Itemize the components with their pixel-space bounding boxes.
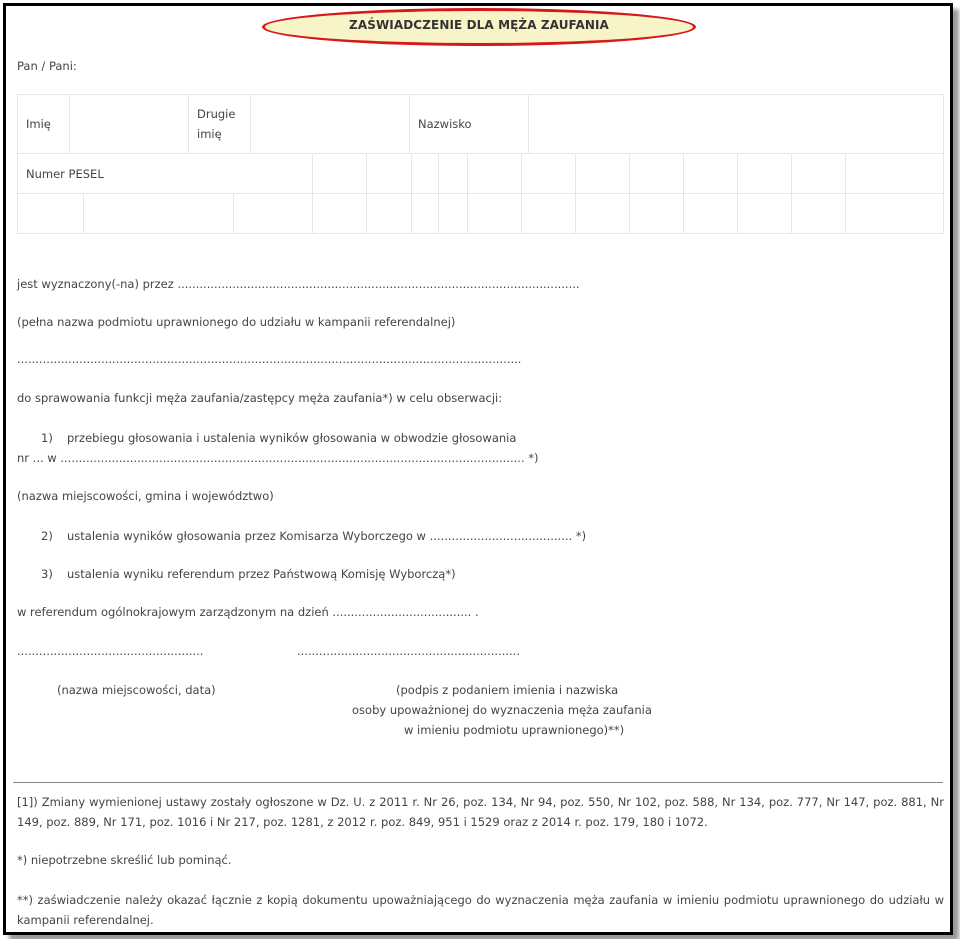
pesel-digit-7[interactable]	[576, 154, 630, 194]
item-1-continuation: nr ... w ............................................................................................................................... *)	[17, 451, 539, 465]
pesel-digit-9[interactable]	[684, 154, 738, 194]
second-name-label-line1: Drugie	[197, 107, 236, 121]
footnote-star: *) niepotrzebne skreślić lub pominąć.	[17, 853, 232, 867]
item-3-number: 3)	[41, 567, 53, 581]
signature-dotted-line: .............................................................	[297, 644, 520, 658]
empty-cell	[576, 194, 630, 234]
pan-pani-label: Pan / Pani:	[17, 59, 77, 73]
empty-cell	[522, 194, 576, 234]
function-line: do sprawowania funkcji męża zaufania/zastępcy męża zaufania*) w celu obserwacji:	[17, 391, 503, 405]
place-date-caption: (nazwa miejscowości, data)	[57, 683, 216, 697]
pesel-extra-cell[interactable]	[846, 154, 944, 194]
item-2-number: 2)	[41, 529, 53, 543]
empty-cell	[83, 194, 234, 234]
footnote-double-star: **) zaświadczenie należy okazać łącznie z kopią dokumentu upoważniającego do wyznaczenia męża zaufania w imieniu podmiotu uprawnionego do udziału w kampanii referendalnej.	[17, 893, 944, 927]
empty-cell	[313, 194, 367, 234]
signature-caption-line3: w imieniu podmiotu uprawnionego)**)	[404, 723, 625, 737]
signature-caption-line1: (podpis z podaniem imienia i nazwiska	[396, 683, 619, 697]
pesel-digit-3[interactable]	[412, 154, 439, 194]
item-1-text: przebiegu głosowania i ustalenia wyników głosowania w obwodzie głosowania	[67, 431, 517, 445]
first-name-field[interactable]	[70, 95, 189, 154]
entity-name-caption: (pełna nazwa podmiotu uprawnionego do udziału w kampanii referendalnej)	[17, 315, 456, 329]
item-1-number: 1)	[41, 431, 53, 445]
empty-cell	[738, 194, 792, 234]
footnote-1: [1]) Zmiany wymienionej ustawy zostały ogłoszone w Dz. U. z 2011 r. Nr 26, poz. 134, Nr 94, poz. 550, Nr 102, poz. 588, Nr 134, poz. 777, Nr 147, poz. 881, Nr 149, poz. 889, Nr 171, poz. 1016 i Nr 217, poz. 1281, z 2012 r. poz. 849, 951 i 1529 oraz z 2014 r. poz. 179, 180 i 1072.	[17, 795, 944, 829]
item-2-text: ustalenia wyników głosowania przez Komisarza Wyborczego w ....................................... *)	[67, 529, 587, 543]
second-name-label-line2: imię	[197, 127, 222, 141]
pesel-label: Numer PESEL	[18, 154, 313, 194]
pesel-digit-6[interactable]	[522, 154, 576, 194]
empty-cell	[234, 194, 313, 234]
appointed-by-line: jest wyznaczony(-na) przez ..............................................................................................................	[17, 277, 580, 291]
empty-cell	[468, 194, 522, 234]
title-highlight	[262, 8, 696, 46]
pesel-digit-4[interactable]	[439, 154, 468, 194]
first-name-label: Imię	[18, 95, 70, 154]
pesel-digit-8[interactable]	[630, 154, 684, 194]
signature-caption-line2: osoby upoważnionej do wyznaczenia męża zaufania	[352, 703, 652, 717]
document-title: ZAŚWIADCZENIE DLA MĘŻA ZAUFANIA	[349, 18, 609, 32]
empty-cell	[367, 194, 412, 234]
entity-name-dotted-line: ..........................................................................................................................................	[17, 352, 522, 366]
empty-cell	[439, 194, 468, 234]
item-3-text: ustalenia wyniku referendum przez Państwową Komisję Wyborczą*)	[67, 567, 456, 581]
referendum-date-line: w referendum ogólnokrajowym zarządzonym na dzień ...................................... .	[17, 605, 479, 619]
name-table	[17, 94, 944, 154]
locality-caption: (nazwa miejscowości, gmina i województwo)	[17, 489, 274, 503]
surname-field[interactable]	[529, 95, 944, 154]
pesel-digit-1[interactable]	[313, 154, 367, 194]
empty-cell	[846, 194, 944, 234]
empty-cell	[18, 194, 84, 234]
empty-cell	[684, 194, 738, 234]
empty-cell	[792, 194, 846, 234]
pesel-digit-11[interactable]	[792, 154, 846, 194]
empty-cell	[630, 194, 684, 234]
second-name-field[interactable]	[251, 95, 410, 154]
footnote-divider	[13, 782, 943, 783]
pesel-digit-2[interactable]	[367, 154, 412, 194]
pesel-table	[17, 153, 944, 234]
pesel-digit-5[interactable]	[468, 154, 522, 194]
pesel-digit-10[interactable]	[738, 154, 792, 194]
place-date-dotted-line: ...................................................	[17, 644, 204, 658]
second-name-label	[189, 95, 251, 154]
empty-cell	[412, 194, 439, 234]
surname-label: Nazwisko	[410, 95, 529, 154]
